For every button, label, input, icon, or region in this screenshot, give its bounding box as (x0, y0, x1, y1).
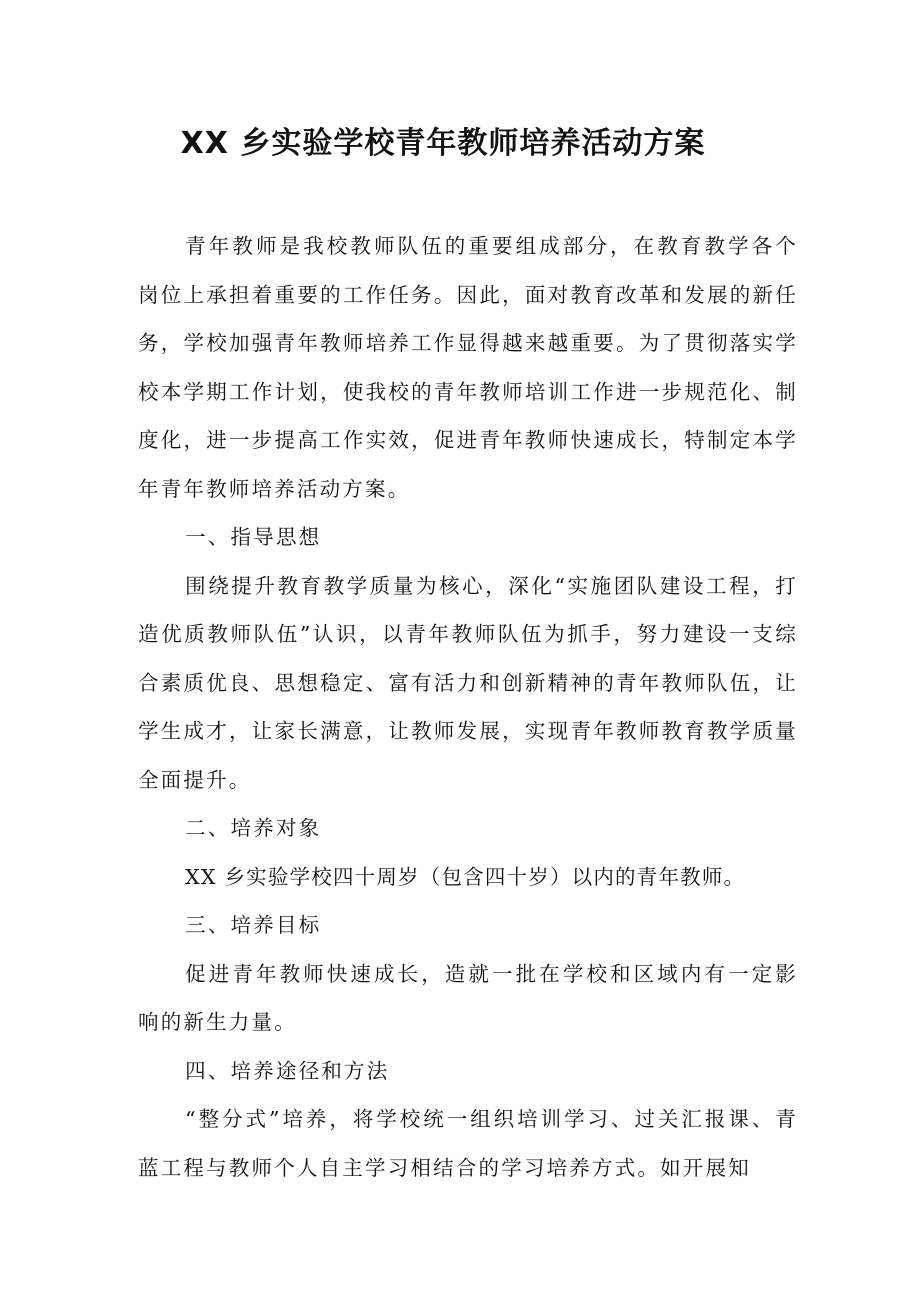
section-heading-training-targets: 二、培养对象 (185, 816, 322, 840)
section-text-training-goals: 促进青年教师快速成长，造就一批在学校和区域内有一定影响的新生力量。 (138, 961, 798, 1034)
document-body (138, 222, 798, 1192)
section-text-guiding-ideology: 围绕提升教育教学质量为核心，深化“实施团队建设工程，打造优质教师队伍”认识，以青年教师队伍为抓手，努力建设一支综合素质优良、思想稳定、富有活力和创新精神的青年教师队伍，让学生成才，让家长满意，让教师发展，实现青年教师教育教学质量全面提升。 (138, 573, 798, 792)
section-heading-guiding-ideology: 一、指导思想 (185, 525, 322, 549)
section-text-training-targets: XX 乡实验学校四十周岁（包含四十岁）以内的青年教师。 (185, 864, 746, 889)
document-title: XX 乡实验学校青年教师培养活动方案 (180, 126, 706, 161)
section-text-training-methods: “整分式”培养，将学校统一组织培训学习、过关汇报课、青蓝工程与教师个人自主学习相结合的学习培养方式。如开展知 (138, 1107, 798, 1180)
intro-paragraph: 青年教师是我校教师队伍的重要组成部分，在教育教学各个岗位上承担着重要的工作任务。因此，面对教育改革和发展的新任务，学校加强青年教师培养工作显得越来越重要。为了贯彻落实学校本学期工作计划，使我校的青年教师培训工作进一步规范化、制度化，进一步提高工作实效，促进青年教师快速成长，特制定本学年青年教师培养活动方案。 (138, 234, 798, 501)
section-heading-training-methods: 四、培养途径和方法 (185, 1058, 390, 1083)
section-heading-training-goals: 三、培养目标 (185, 913, 322, 937)
